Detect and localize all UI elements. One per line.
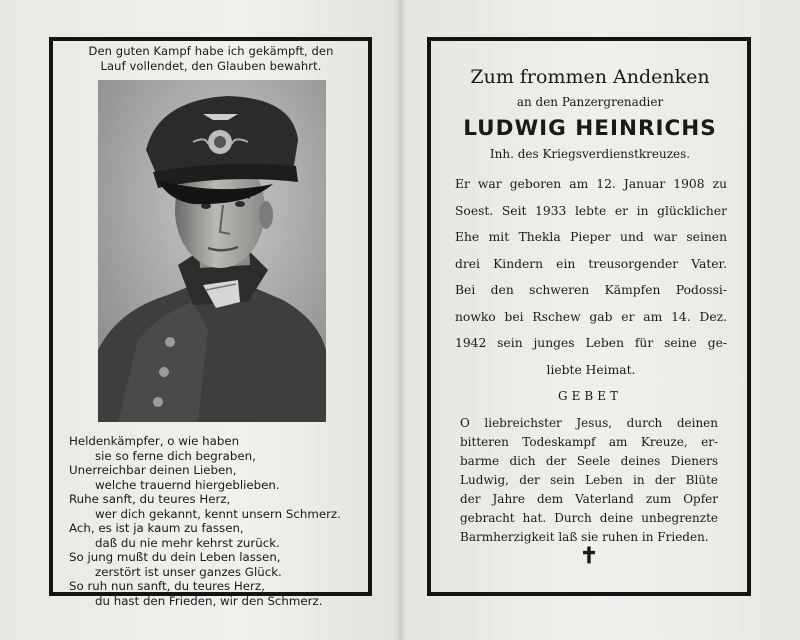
- rank-subheading: an den Panzergrenadier: [516, 95, 664, 109]
- prayer-line: O liebreichster Jesus, durch deinen: [460, 416, 718, 430]
- poem-line: welche trauernd hiergeblieben.: [95, 477, 280, 492]
- cross-icon: ✝: [579, 543, 599, 569]
- poem-line: du hast den Frieden, wir den Schmerz.: [95, 593, 323, 608]
- memorial-heading: Zum frommen Andenken: [470, 66, 710, 88]
- prayer-line: der Jahre dem Vaterland zum Opfer: [460, 492, 718, 506]
- poem-line: wer dich gekannt, kennt unsern Schmerz.: [95, 506, 341, 521]
- memorial-poem: [69, 434, 369, 608]
- poem-line: zerstört ist unser ganzes Glück.: [95, 564, 282, 579]
- poem-line: daß du nie mehr kehrst zurück.: [95, 535, 280, 550]
- prayer-line: Ludwig, der sein Leben in der Blüte: [460, 473, 718, 487]
- award-line: Inh. des Kriegsverdienstkreuzes.: [489, 147, 691, 161]
- poem-line: Ruhe sanft, du teures Herz,: [69, 492, 231, 506]
- poem-line: Heldenkämpfer, o wie haben: [69, 434, 240, 448]
- epigraph-line: Lauf vollendet, den Glauben bewahrt.: [100, 59, 322, 73]
- epigraph-line: Den guten Kampf habe ich gekämpft, den: [88, 44, 334, 58]
- poem-line: So ruh nun sanft, du teures Herz,: [69, 579, 265, 593]
- center-fold: [398, 0, 404, 640]
- bio-line: drei Kindern ein treusorgender Vater.: [455, 256, 727, 271]
- poem-line: Unerreichbar deinen Lieben,: [69, 463, 237, 477]
- biography: [455, 171, 727, 383]
- soldier-portrait-photo: [98, 80, 326, 422]
- bio-line: Ehe mit Thekla Pieper und war seinen: [455, 230, 727, 244]
- prayer-text: [460, 414, 718, 547]
- bio-line: liebte Heimat.: [546, 362, 636, 377]
- prayer-line: barme dich der Seele deines Dieners: [460, 454, 718, 468]
- bio-line: Soest. Seit 1933 lebte er in glücklicher: [455, 203, 727, 218]
- bio-line: 1942 sein junges Leben für seine ge-: [455, 336, 727, 350]
- prayer-line: bitteren Todeskampf am Kreuze, er-: [460, 435, 718, 449]
- prayer-title: GEBET: [558, 389, 622, 403]
- poem-line: sie so ferne dich begraben,: [95, 448, 256, 463]
- deceased-name: LUDWIG HEINRICHS: [463, 116, 717, 141]
- prayer-line: Barmherzigkeit laß sie ruhen in Frieden.: [460, 530, 709, 544]
- bio-line: Bei den schweren Kämpfen Podossi-: [455, 283, 727, 297]
- poem-line: Ach, es ist ja kaum zu fassen,: [69, 521, 244, 535]
- portrait-illustration: [98, 80, 326, 422]
- bio-line: nowko bei Rschew gab er am 14. Dez.: [455, 309, 727, 324]
- epigraph: [56, 44, 366, 74]
- prayer-line: gebracht hat. Durch deine unbegrenzte: [460, 511, 718, 525]
- bio-line: Er war geboren am 12. Januar 1908 zu: [455, 177, 727, 191]
- poem-line: So jung mußt du dein Leben lassen,: [69, 550, 281, 564]
